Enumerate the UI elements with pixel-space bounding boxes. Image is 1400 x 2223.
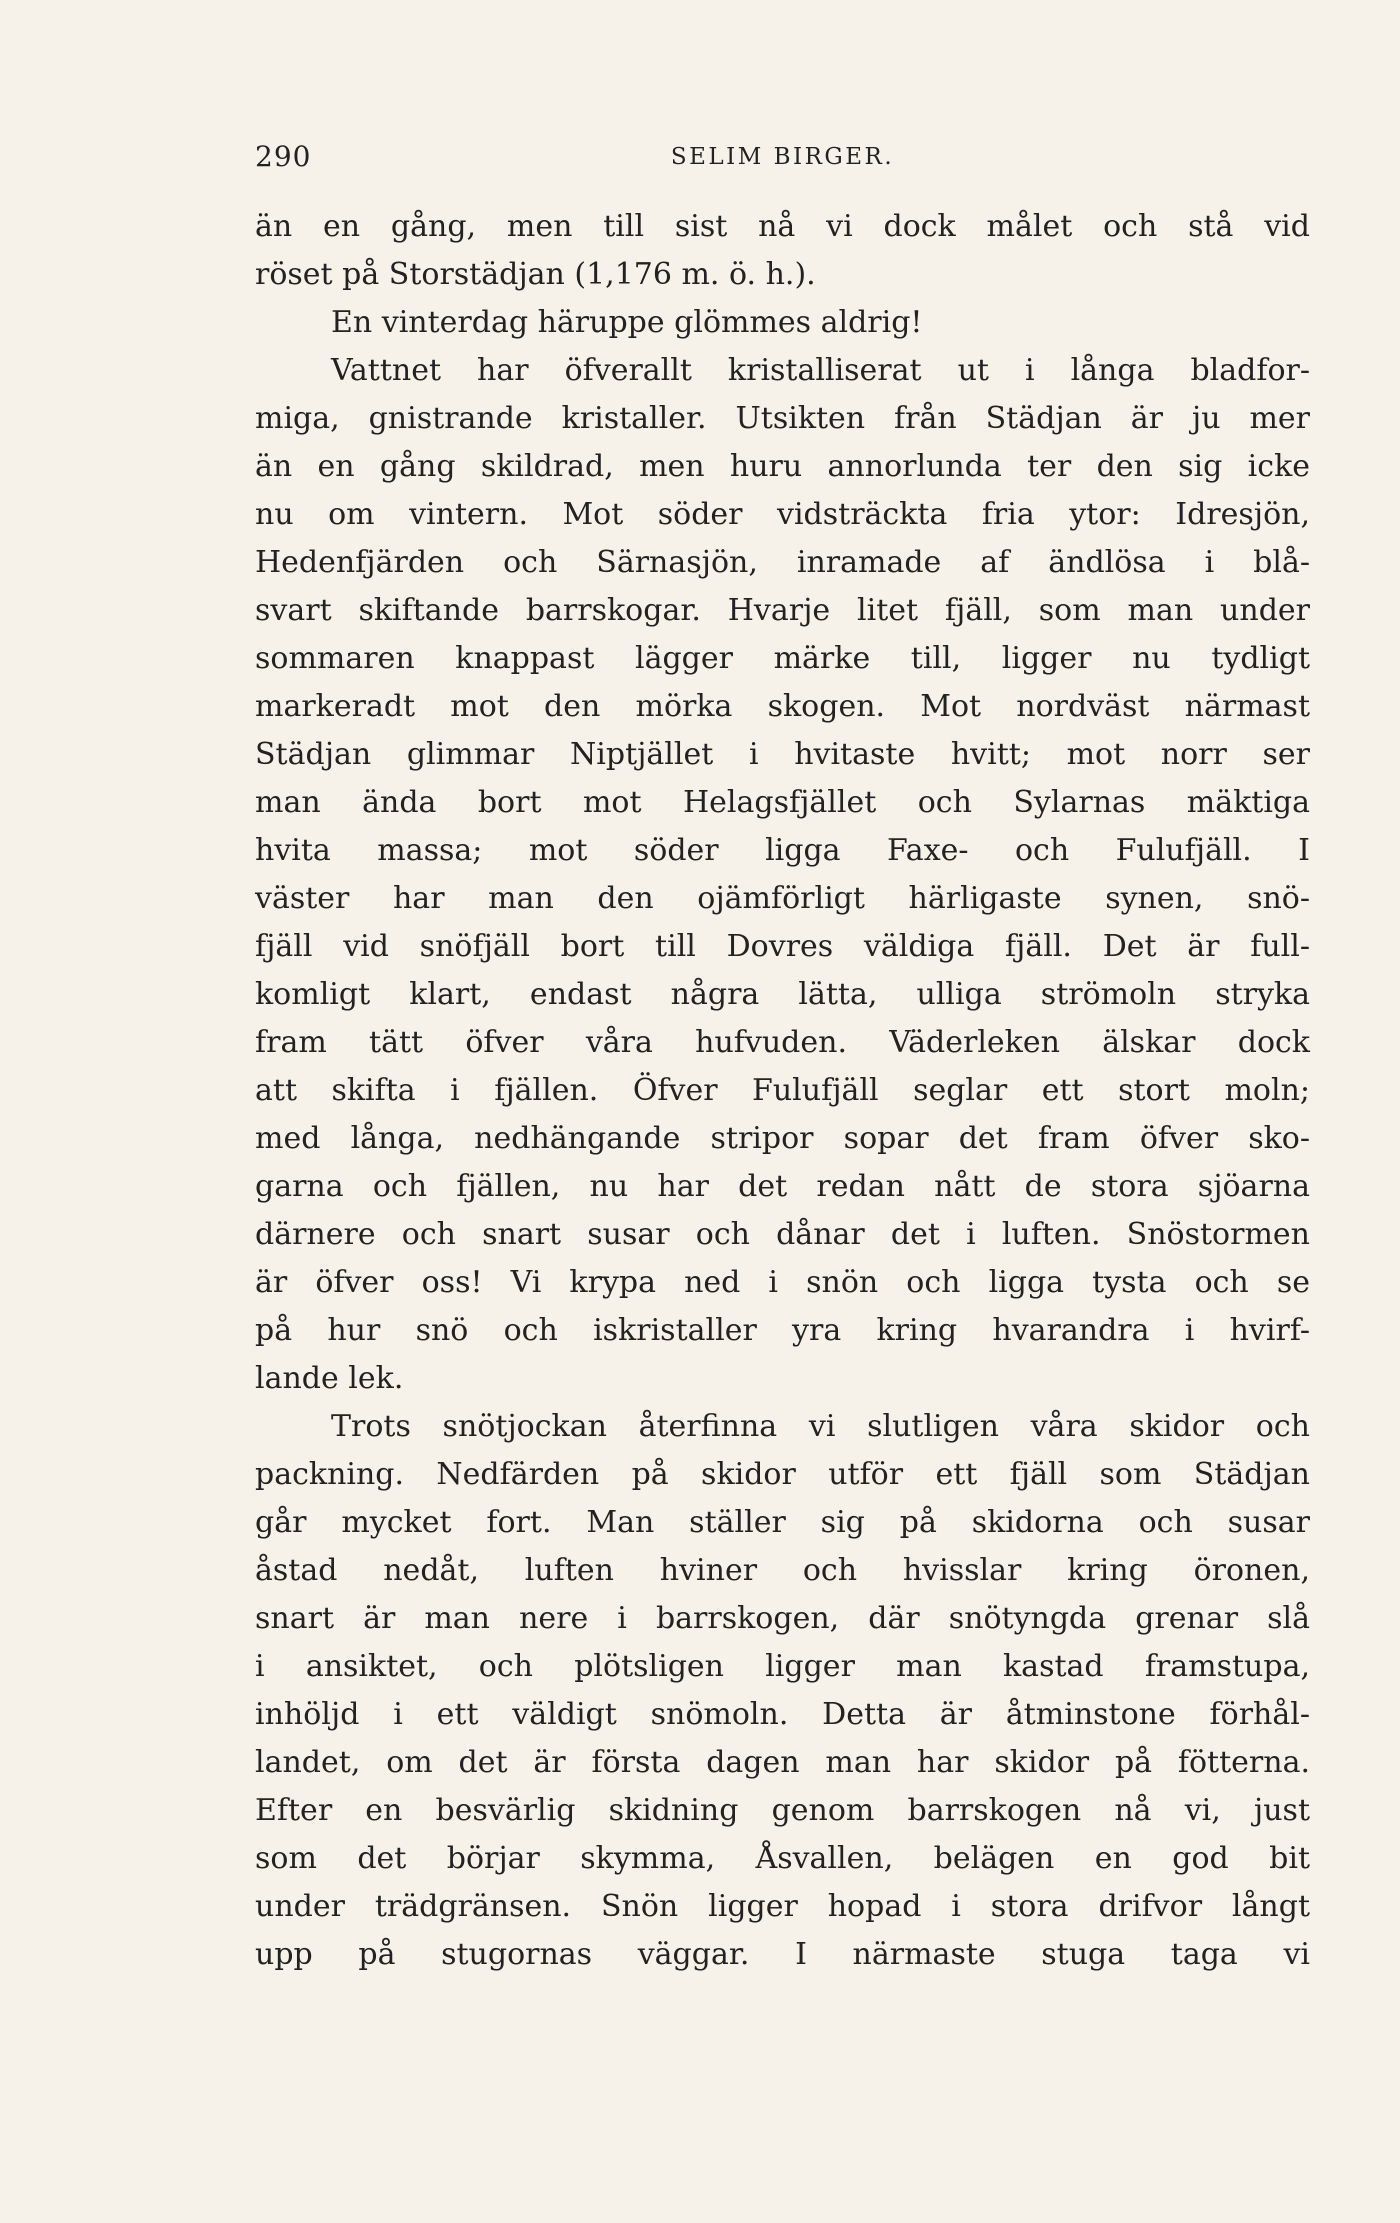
text-line: än en gång, men till sist nå vi dock målet och stå vid [255,209,1310,244]
text-line: upp på stugornas väggar. I närmaste stuga taga vi [255,1937,1310,1972]
text-line: komligt klart, endast några lätta, ulliga strömoln stryka [255,977,1310,1012]
text-line: markeradt mot den mörka skogen. Mot nordväst närmast [255,689,1310,724]
text-line: Trots snötjockan återfinna vi slutligen våra skidor och [331,1409,1310,1444]
text-line: Vattnet har öfverallt kristalliserat ut i långa bladfor- [331,353,1310,388]
text-line: inhöljd i ett väldigt snömoln. Detta är åtminstone förhål- [255,1697,1310,1732]
text-line: svart skiftande barrskogar. Hvarje litet fjäll, som man under [255,593,1310,628]
text-line: på hur snö och iskristaller yra kring hvarandra i hvirf- [255,1313,1310,1348]
text-line: Hedenfjärden och Särnasjön, inramade af ändlösa i blå- [255,545,1310,580]
text-line: miga, gnistrande kristaller. Utsikten från Städjan är ju mer [255,401,1310,436]
text-line: Städjan glimmar Niptjället i hvitaste hvitt; mot norr ser [255,737,1310,772]
text-line: går mycket fort. Man ställer sig på skidorna och susar [255,1505,1310,1540]
text-line: under trädgränsen. Snön ligger hopad i stora drifvor långt [255,1889,1310,1924]
text-line: att skifta i fjällen. Öfver Fulufjäll seglar ett stort moln; [255,1073,1310,1108]
text-line: åstad nedåt, luften hviner och hvisslar kring öronen, [255,1553,1310,1588]
text-line: som det börjar skymma, Åsvallen, belägen en god bit [255,1841,1310,1876]
text-line: sommaren knappast lägger märke till, ligger nu tydligt [255,641,1310,676]
text-body [255,203,1310,1979]
text-line: man ända bort mot Helagsfjället och Sylarnas mäktiga [255,785,1310,820]
page-number: 290 [255,140,312,173]
text-line: landet, om det är första dagen man har skidor på fötterna. [255,1745,1310,1780]
text-line: snart är man nere i barrskogen, där snötyngda grenar slå [255,1601,1310,1636]
running-title: SELIM BIRGER. [670,144,895,170]
text-line: fram tätt öfver våra hufvuden. Väderleken älskar dock [255,1025,1310,1060]
text-line: därnere och snart susar och dånar det i luften. Snöstormen [255,1217,1310,1252]
text-line: väster har man den ojämförligt härligaste synen, snö- [255,881,1310,916]
text-line: fjäll vid snöfjäll bort till Dovres väldiga fjäll. Det är full- [255,929,1310,964]
text-line: En vinterdag häruppe glömmes aldrig! [331,305,923,340]
text-line: nu om vintern. Mot söder vidsträckta fria ytor: Idresjön, [255,497,1310,532]
text-line: med långa, nedhängande stripor sopar det fram öfver sko- [255,1121,1310,1156]
text-line: Efter en besvärlig skidning genom barrskogen nå vi, just [255,1793,1310,1828]
text-line: hvita massa; mot söder ligga Faxe- och Fulufjäll. I [255,833,1310,868]
text-line: än en gång skildrad, men huru annorlunda ter den sig icke [255,449,1310,484]
text-line: i ansiktet, och plötsligen ligger man kastad framstupa, [255,1649,1310,1684]
text-line: är öfver oss! Vi krypa ned i snön och ligga tysta och se [255,1265,1310,1300]
text-line: lande lek. [255,1361,404,1396]
running-head [255,137,1310,177]
text-line: packning. Nedfärden på skidor utför ett fjäll som Städjan [255,1457,1310,1492]
text-line: garna och fjällen, nu har det redan nått de stora sjöarna [255,1169,1310,1204]
text-line: röset på Storstädjan (1,176 m. ö. h.). [255,257,816,292]
